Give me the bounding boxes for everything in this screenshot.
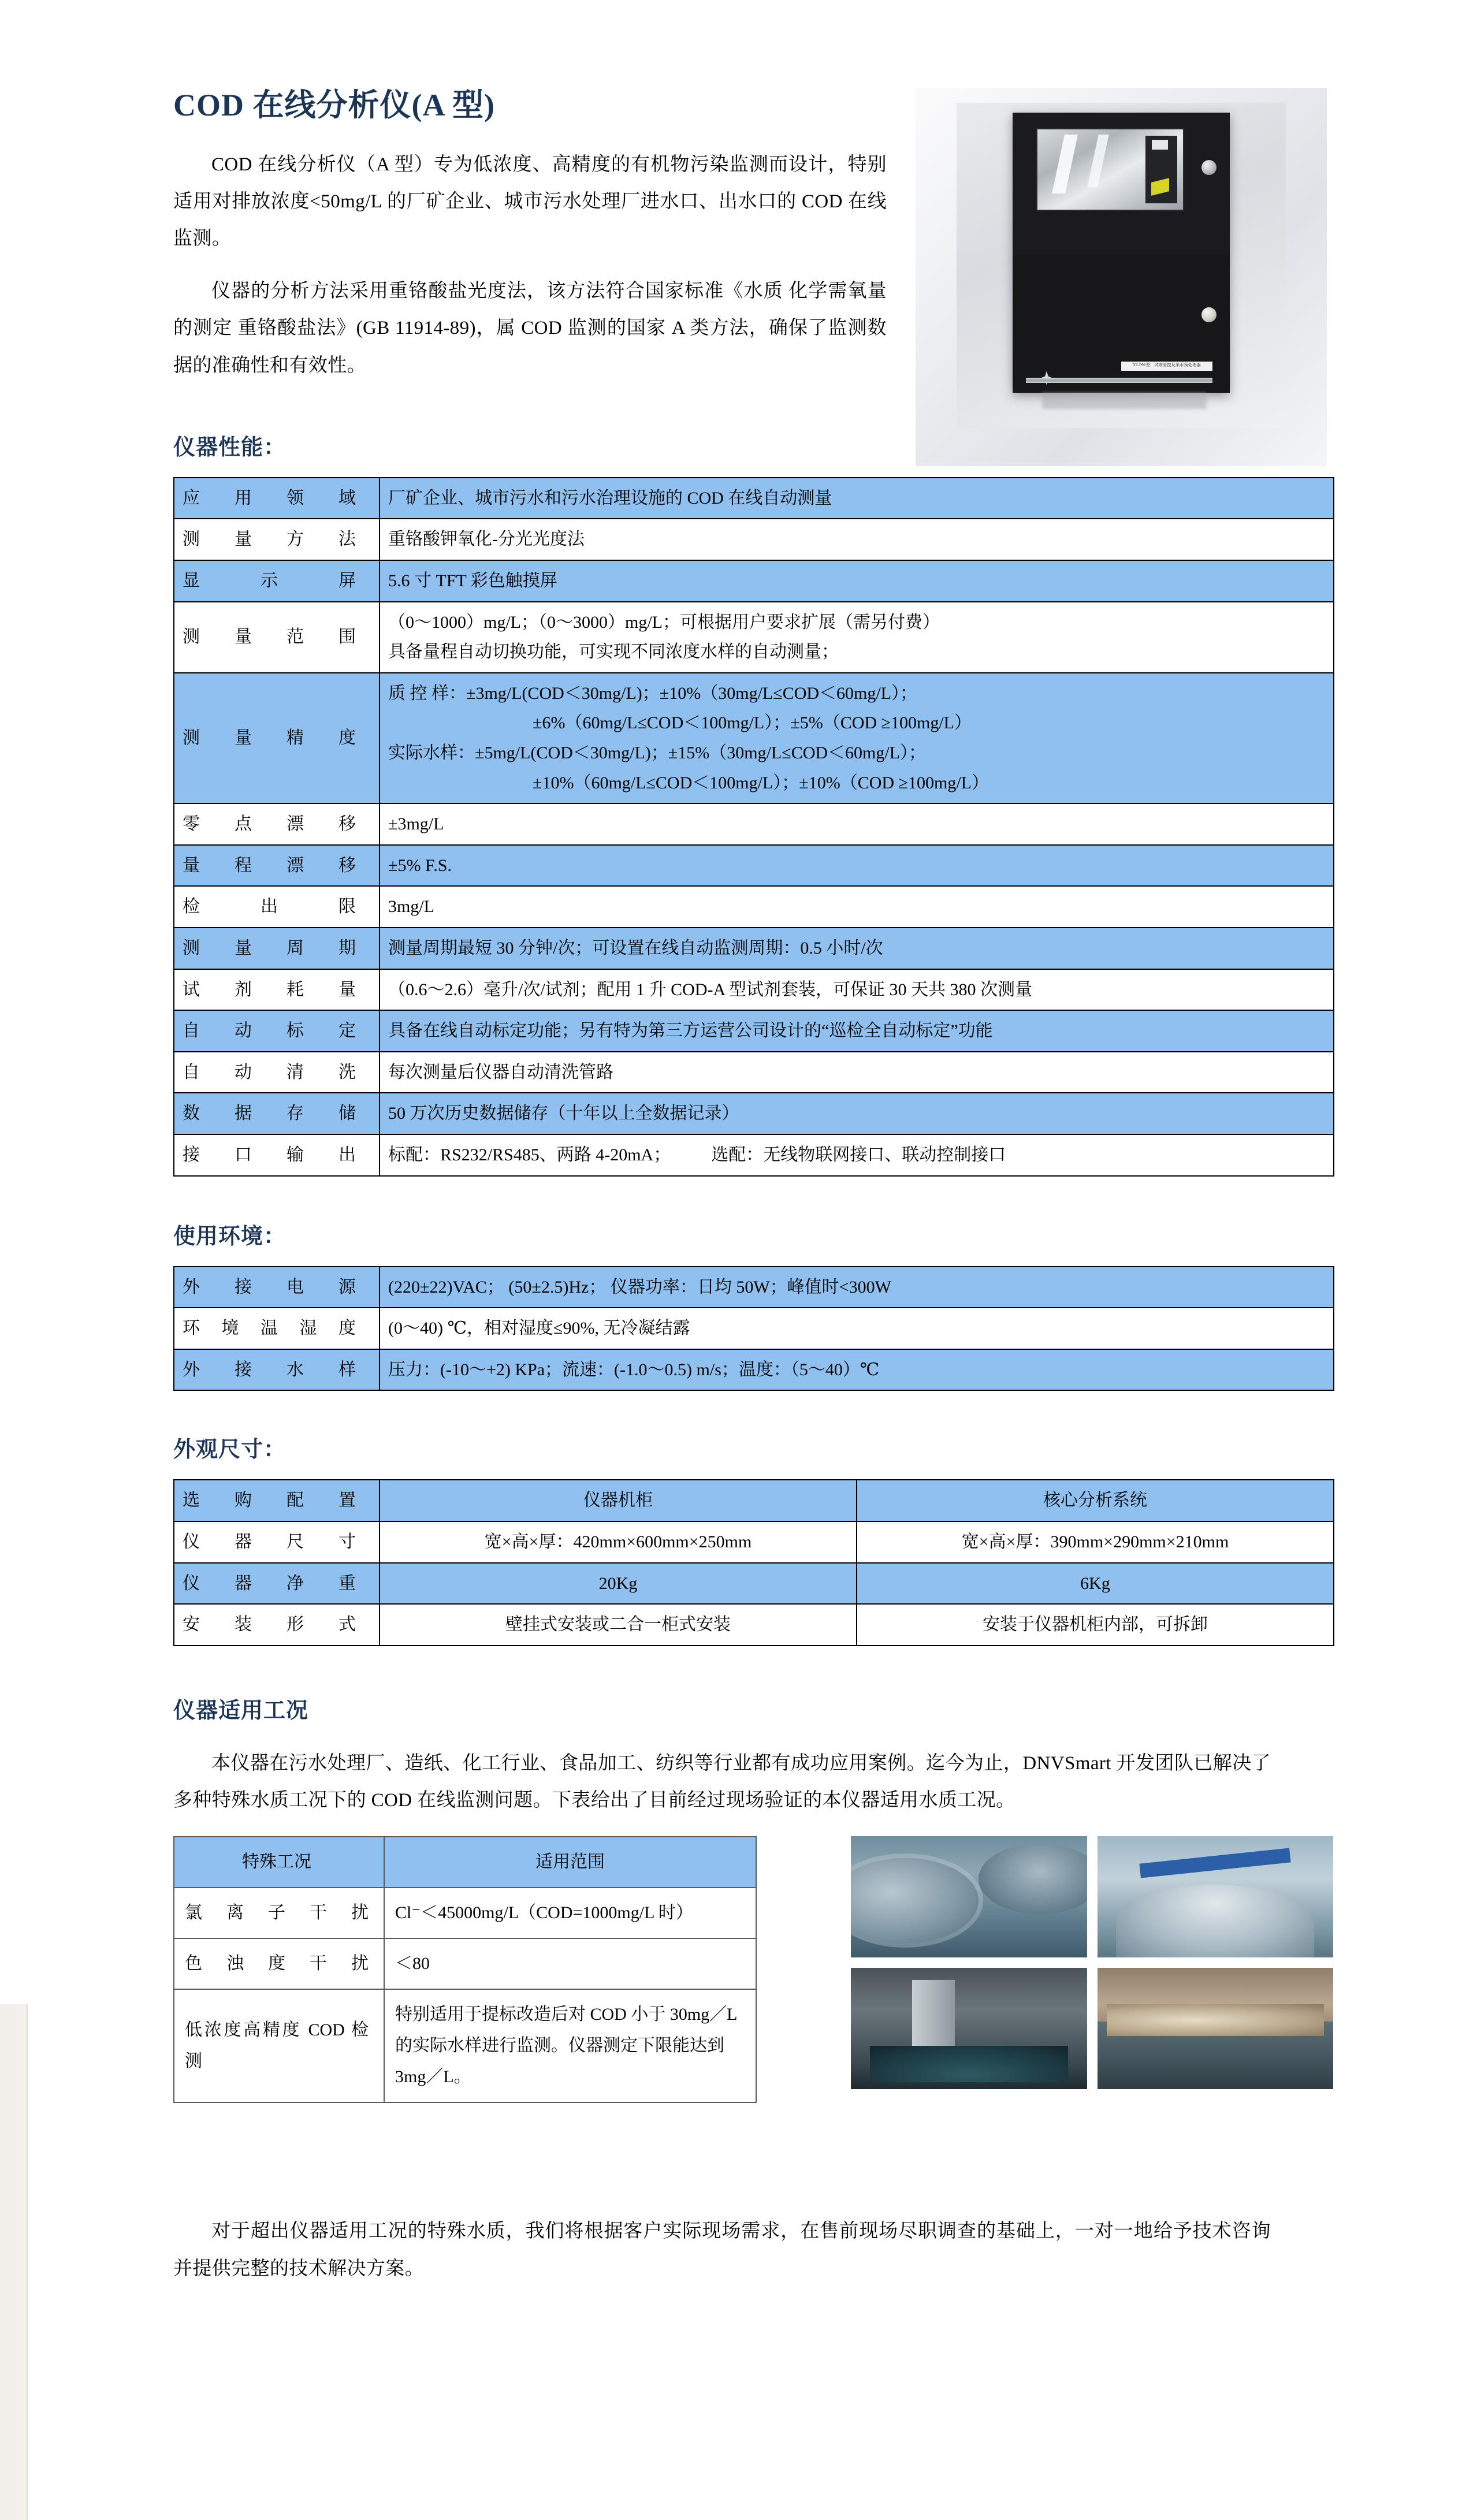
row-key: 显示屏 bbox=[174, 560, 380, 602]
row-value: 特别适用于提标改造后对 COD 小于 30mg／L 的实际水样进行监测。仪器测定下限能达到 3mg／L。 bbox=[384, 1989, 756, 2102]
row-value bbox=[380, 673, 1334, 803]
page-edge-artifact bbox=[0, 2004, 28, 2520]
table-row bbox=[174, 560, 1334, 602]
row-value: 厂矿企业、城市污水和污水治理设施的 COD 在线自动测量 bbox=[380, 478, 1334, 519]
column-header-cabinet: 仪器机柜 bbox=[380, 1480, 857, 1521]
table-row bbox=[174, 1521, 1334, 1563]
row-key: 色浊度干扰 bbox=[174, 1938, 384, 1989]
table-row bbox=[174, 1052, 1334, 1093]
application-photo-1 bbox=[851, 1836, 1087, 1957]
table-row bbox=[174, 1349, 1334, 1391]
row-value: 3mg/L bbox=[380, 886, 1334, 928]
table-row bbox=[174, 478, 1334, 519]
section-heading-environment: 使用环境： bbox=[173, 1224, 287, 1249]
table-row bbox=[174, 602, 1334, 673]
environment-table bbox=[173, 1266, 1334, 1391]
section-heading-dimensions: 外观尺寸： bbox=[173, 1438, 287, 1462]
row-key: 测量范围 bbox=[174, 602, 380, 673]
cabinet-nameplate: YJ-P01型 试剂管控及采水预处理器 bbox=[1121, 362, 1212, 370]
row-key: 仪器净重 bbox=[174, 1563, 380, 1605]
row-key: 量程漂移 bbox=[174, 845, 380, 887]
introduction bbox=[173, 124, 887, 384]
row-key: 零点漂移 bbox=[174, 803, 380, 845]
column-header-applicable-range: 适用范围 bbox=[384, 1837, 756, 1888]
row-key: 测量方法 bbox=[174, 519, 380, 560]
table-row bbox=[174, 1989, 756, 2102]
dimensions-section bbox=[173, 1391, 1375, 1646]
row-key: 安装形式 bbox=[174, 1604, 380, 1646]
accuracy-line-1: 质 控 样：±3mg/L(COD＜30mg/L)；±10%（30mg/L≤COD＜60mg/L）； bbox=[388, 683, 918, 703]
row-value bbox=[380, 602, 1334, 673]
table-row bbox=[174, 1563, 1334, 1605]
row-key: 自动标定 bbox=[174, 1010, 380, 1052]
row-key: 环境温湿度 bbox=[174, 1308, 380, 1349]
row-key: 低浓度高精度 COD 检测 bbox=[174, 1989, 384, 2102]
row-value-core: 安装于仪器机柜内部，可拆卸 bbox=[857, 1604, 1334, 1646]
row-value: 具备在线自动标定功能；另有特为第三方运营公司设计的“巡检全自动标定”功能 bbox=[380, 1010, 1334, 1052]
row-value bbox=[380, 1134, 1334, 1176]
table-row bbox=[174, 1093, 1334, 1134]
application-photo-2 bbox=[1098, 1836, 1334, 1957]
row-key: 外接电源 bbox=[174, 1267, 380, 1308]
row-value: ＜80 bbox=[384, 1938, 756, 1989]
row-value: 压力：(-10～+2) KPa；流速：(-1.0～0.5) m/s；温度：（5～40）℃ bbox=[380, 1349, 1334, 1391]
table-header-row bbox=[174, 1480, 1334, 1521]
row-key: 应用领域 bbox=[174, 478, 380, 519]
row-value: Cl⁻＜45000mg/L（COD=1000mg/L 时） bbox=[384, 1888, 756, 1938]
row-key: 测量周期 bbox=[174, 928, 380, 969]
interface-standard: 标配：RS232/RS485、两路 4-20mA； bbox=[388, 1145, 671, 1164]
row-key: 试剂耗量 bbox=[174, 969, 380, 1011]
column-header-config: 选购配置 bbox=[174, 1480, 380, 1521]
environment-section bbox=[173, 1177, 1375, 1391]
range-line-2: 具备量程自动切换功能，可实现不同浓度水样的自动测量； bbox=[388, 642, 839, 662]
row-key: 检 出 限 bbox=[174, 886, 380, 928]
interface-optional: 选配：无线物联网接口、联动控制接口 bbox=[711, 1145, 1006, 1164]
row-value: 每次测量后仪器自动清洗管路 bbox=[380, 1052, 1334, 1093]
row-key: 自动清洗 bbox=[174, 1052, 380, 1093]
table-row bbox=[174, 1888, 756, 1938]
table-row bbox=[174, 803, 1334, 845]
column-header-core: 核心分析系统 bbox=[857, 1480, 1334, 1521]
row-key: 外接水样 bbox=[174, 1349, 380, 1391]
table-row bbox=[174, 1308, 1334, 1349]
column-header-special-condition: 特殊工况 bbox=[174, 1837, 384, 1888]
table-row bbox=[174, 1134, 1334, 1176]
row-value-cabinet: 壁挂式安装或二合一柜式安装 bbox=[380, 1604, 857, 1646]
table-row bbox=[174, 886, 1334, 928]
section-heading-conditions: 仪器适用工况 bbox=[173, 1698, 309, 1723]
row-value: 测量周期最短 30 分钟/次；可设置在线自动监测周期：0.5 小时/次 bbox=[380, 928, 1334, 969]
conditions-row bbox=[173, 1836, 1375, 2160]
row-value: (220±22)VAC； (50±2.5)Hz； 仪器功率：日均 50W；峰值时<300W bbox=[380, 1267, 1334, 1308]
intro-paragraph-2: 仪器的分析方法采用重铬酸盐光度法，该方法符合国家标准《水质 化学需氧量的测定 重铬酸盐法》(GB 11914-89)，属 COD 监测的国家 A 类方法，确保了监测数据的准确性和有效性。 bbox=[173, 280, 887, 376]
section-heading-performance: 仪器性能： bbox=[173, 435, 287, 460]
table-row bbox=[174, 969, 1334, 1011]
application-photo-3 bbox=[851, 1968, 1087, 2089]
conditions-intro-paragraph: 本仪器在污水处理厂、造纸、化工行业、食品加工、纺织等行业都有成功应用案例。迄今为止，DNVSmart 开发团队已解决了多种特殊水质工况下的 COD 在线监测问题。下表给出了目前经过现场验证的本仪器适用水质工况。 bbox=[173, 1752, 1271, 1811]
application-photo-4 bbox=[1098, 1968, 1334, 2089]
table-row bbox=[174, 1010, 1334, 1052]
page-title: COD 在线分析仪(A 型) bbox=[173, 88, 495, 122]
row-value: 5.6 寸 TFT 彩色触摸屏 bbox=[380, 560, 1334, 602]
row-key: 氯离子干扰 bbox=[174, 1888, 384, 1938]
closing-section bbox=[173, 2160, 1271, 2287]
table-row bbox=[174, 928, 1334, 969]
row-value: （0.6～2.6）毫升/次/试剂；配用 1 升 COD-A 型试剂套装，可保证 30 天共 380 次测量 bbox=[380, 969, 1334, 1011]
accuracy-line-4: ±10%（60mg/L≤COD＜100mg/L）；±10%（COD ≥100mg/L） bbox=[533, 773, 989, 792]
row-key: 数据存储 bbox=[174, 1093, 380, 1134]
row-value: 重铬酸钾氧化-分光光度法 bbox=[380, 519, 1334, 560]
intro-paragraph-1: COD 在线分析仪（A 型）专为低浓度、高精度的有机物污染监测而设计，特别适用对排放浓度<50mg/L 的厂矿企业、城市污水处理厂进水口、出水口的 COD 在线监测。 bbox=[173, 154, 887, 250]
conditions-section bbox=[173, 1646, 1375, 2160]
row-value-cabinet: 宽×高×厚：420mm×600mm×250mm bbox=[380, 1521, 857, 1563]
table-row bbox=[174, 673, 1334, 803]
range-line-1: （0～1000）mg/L；（0～3000）mg/L；可根据用户要求扩展（需另付费） bbox=[388, 612, 940, 632]
table-row bbox=[174, 845, 1334, 887]
closing-paragraph: 对于超出仪器适用工况的特殊水质，我们将根据客户实际现场需求，在售前现场尽职调查的基础上，一对一地给予技术咨询并提供完整的技术解决方案。 bbox=[173, 2221, 1271, 2279]
conditions-intro bbox=[173, 1724, 1271, 1819]
dimensions-table bbox=[173, 1479, 1334, 1646]
row-key: 接口输出 bbox=[174, 1134, 380, 1176]
application-photo-grid bbox=[851, 1836, 1333, 2089]
row-value: (0～40) ℃，相对湿度≤90%, 无冷凝结露 bbox=[380, 1308, 1334, 1349]
row-value-core: 宽×高×厚：390mm×290mm×210mm bbox=[857, 1521, 1334, 1563]
table-row bbox=[174, 1267, 1334, 1308]
row-value-cabinet: 20Kg bbox=[380, 1563, 857, 1605]
performance-table bbox=[173, 477, 1334, 1177]
row-value-core: 6Kg bbox=[857, 1563, 1334, 1605]
table-row bbox=[174, 519, 1334, 560]
conditions-table bbox=[173, 1836, 757, 2103]
table-row bbox=[174, 1604, 1334, 1646]
row-value: ±5% F.S. bbox=[380, 845, 1334, 887]
document-content bbox=[173, 0, 1375, 2287]
table-header-row bbox=[174, 1837, 756, 1888]
accuracy-line-3: 实际水样：±5mg/L(COD＜30mg/L)；±15%（30mg/L≤COD＜60mg/L）； bbox=[388, 743, 927, 763]
row-value: ±3mg/L bbox=[380, 803, 1334, 845]
row-key: 仪器尺寸 bbox=[174, 1521, 380, 1563]
table-row bbox=[174, 1938, 756, 1989]
row-key: 测量精度 bbox=[174, 673, 380, 803]
row-value: 50 万次历史数据储存（十年以上全数据记录） bbox=[380, 1093, 1334, 1134]
accuracy-line-2: ±6%（60mg/L≤COD＜100mg/L）；±5%（COD ≥100mg/L） bbox=[533, 713, 972, 733]
performance-section bbox=[173, 384, 1375, 1177]
